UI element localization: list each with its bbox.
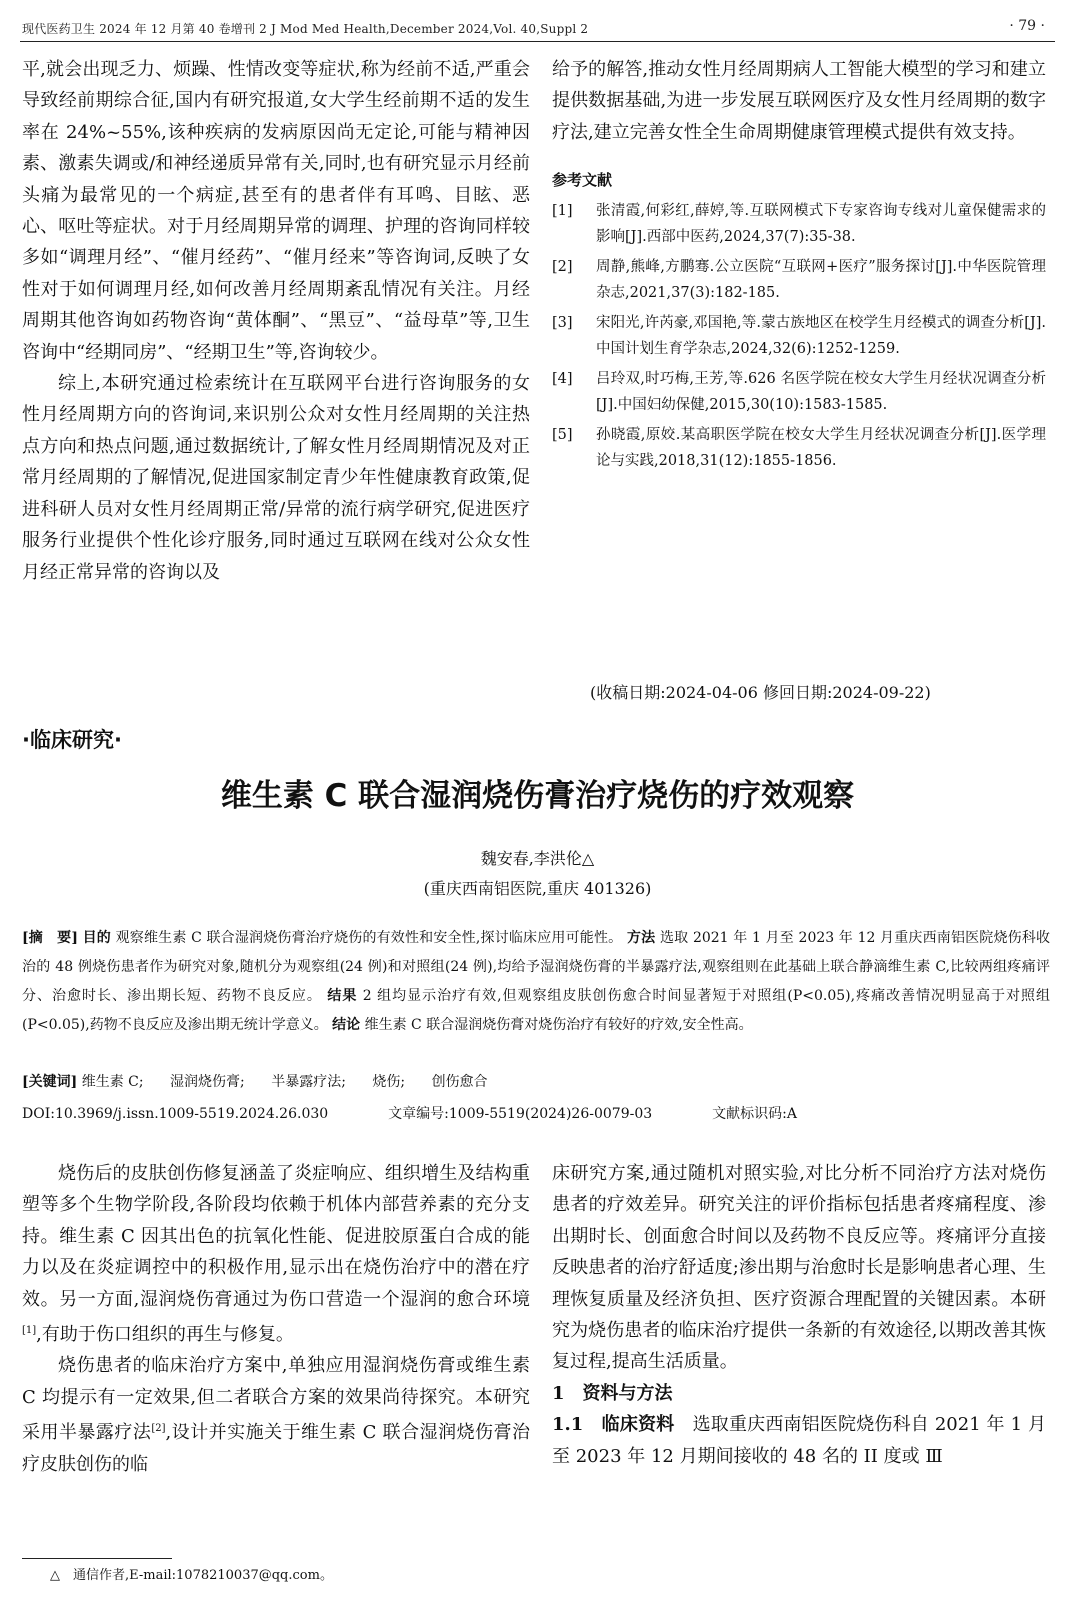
body-text: ,有助于伤口组织的再生与修复。 [36, 1324, 294, 1346]
reference-number: [5] [552, 427, 573, 444]
reference-text: 周静,熊峰,方鹏骞.公立医院“互联网+医疗”服务探讨[J].中华医院管理杂志,2021,37(3):182-185. [596, 259, 1046, 302]
body-text: 烧伤患者的临床治疗方案中,单独应用湿润烧伤膏或维生素 C 均提示有一定效果,但二者联合方案的效果尚待探究。本研究采用半暴露疗法 [22, 1355, 530, 1444]
document-code: 文献标识码:A [712, 1106, 797, 1122]
keyword: 湿润烧伤膏; [170, 1074, 245, 1090]
keyword: 半暴露疗法; [271, 1074, 346, 1090]
reference-item [552, 422, 1046, 474]
body-paragraph-2 [22, 1350, 530, 1480]
reference-item [552, 254, 1046, 306]
reference-number: [2] [552, 259, 573, 276]
doi-line [22, 1102, 1050, 1126]
prev-paragraph-1: 平,就会出现乏力、烦躁、性情改变等症状,称为经前不适,严重会导致经前期综合征,国内有研究报道,女大学生经前期不适的发生率在 24%~55%,该种疾病的发病原因尚无定论,可能与精神因素、激素失调或/和神经递质异常有关,同时,也有研究显示月经前头痛为最常见的一个病症,甚至有的患者伴有耳鸣、目眩、恶心、呕吐等症状。对于月经周期异常的调理、护理的咨询同样较多如“调理月经”、“催月经药”、“催月经来”等咨询词,反映了女性对于如何调理月经,如何改善月经周期紊乱情况有关注。月经周期其他咨询如药物咨询“黄体酮”、“黑豆”、“益母草”等,卫生咨询中“经期同房”、“经期卫生”等,咨询较少。 [22, 59, 530, 363]
section-heading: 1 资料与方法 [552, 1382, 673, 1404]
body-text: 烧伤后的皮肤创伤修复涵盖了炎症响应、组织增生及结构重塑等多个生物学阶段,各阶段均依赖于机体内部营养素的充分支持。维生素 C 因其出色的抗氧化性能、促进胶原蛋白合成的能力以及在炎症调控中的积极作用,显示出在烧伤治疗中的潜在疗效。另一方面,湿润烧伤膏通过为伤口营造一个湿润的愈合环境 [22, 1163, 530, 1310]
keywords-label: [关键词] [22, 1074, 78, 1090]
keyword: 维生素 C; [81, 1074, 144, 1090]
reference-number: [1] [552, 203, 573, 220]
reference-text: 吕玲双,时巧梅,王芳,等.626 名医学院在校女大学生月经状况调查分析[J].中国妇幼保健,2015,30(10):1583-1585. [596, 371, 1046, 414]
authors: 魏安春,李洪伦△ [480, 849, 595, 868]
references-heading: 参考文献 [552, 171, 613, 190]
footnote: △ 通信作者,E-mail:1078210037@qq.com。 [50, 1568, 333, 1583]
body-paragraph-1 [22, 1158, 530, 1350]
header-rule [20, 41, 1055, 42]
abstract [22, 924, 1050, 1040]
abstract-method: 选取 2021 年 1 月至 2023 年 12 月重庆西南铝医院烧伤科收治的 48 例烧伤患者作为研究对象,随机分为观察组(24 例)和对照组(24 例),均给予湿润烧伤膏的半暴露疗法,观察组则在此基础上联合静滴维生素 C,比较两组疼痛评分、治愈时长、渗出期长短、药物不良反应。 [22, 930, 1051, 1004]
reference-text: 张清霞,何彩红,薛婷,等.互联网模式下专家咨询专线对儿童保健需求的影响[J].西部中医药,2024,37(7):35-38. [596, 203, 1046, 246]
affiliation: (重庆西南铝医院,重庆 401326) [423, 879, 652, 898]
abstract-conclusion: 维生素 C 联合湿润烧伤膏对烧伤治疗有较好的疗效,安全性高。 [364, 1017, 753, 1033]
citation: [1] [22, 1325, 37, 1337]
body-paragraph-3: 床研究方案,通过随机对照实验,对比分析不同治疗方法对烧伤患者的疗效差异。研究关注的评价指标包括患者疼痛程度、渗出期时长、创面愈合时间以及药物不良反应等。疼痛评分直接反映患者的治疗舒适度;渗出期与治愈时长是影响患者心理、生理恢复质量及经济负担、医疗资源合理配置的关键因素。本研究为烧伤患者的临床治疗提供一条新的有效途径,以期改善其恢复过程,提高生活质量。 [552, 1163, 1046, 1373]
section-label: ·临床研究· [22, 728, 122, 752]
reference-text: 宋阳光,许芮豪,邓国艳,等.蒙古族地区在校学生月经模式的调查分析[J].中国计划生育学杂志,2024,32(6):1252-1259. [596, 315, 1046, 358]
reference-item [552, 198, 1046, 250]
running-header: 现代医药卫生 2024 年 12 月第 40 卷增刊 2 J Mod Med Health,December 2024,Vol. 40,Suppl 2 [22, 22, 589, 36]
prev-paragraph-3: 给予的解答,推动女性月经周期病人工智能大模型的学习和建立提供数据基础,为进一步发展互联网医疗及女性月经周期的数字疗法,建立完善女性全生命周期健康管理模式提供有效支持。 [552, 59, 1046, 143]
reference-number: [4] [552, 371, 573, 388]
keywords [22, 1070, 1050, 1094]
article-number: 文章编号:1009-5519(2024)26-0079-03 [388, 1106, 653, 1122]
received-dates: (收稿日期:2024-04-06 修回日期:2024-09-22) [590, 683, 931, 702]
citation: [2] [151, 1423, 166, 1435]
footnote-rule [22, 1558, 172, 1559]
article-right-column [552, 1158, 1046, 1472]
body-text: ,设计并实施关于维生素 C 联合湿润烧伤膏治疗皮肤创伤的临 [22, 1422, 530, 1475]
reference-list [552, 198, 1046, 474]
prev-article-left-column [22, 54, 530, 588]
abstract-label: [摘 要] [22, 930, 78, 946]
prev-paragraph-2: 综上,本研究通过检索统计在互联网平台进行咨询服务的女性月经周期方向的咨询词,来识别公众对女性月经周期的关注热点方向和热点问题,通过数据统计,了解女性月经周期情况及对正常月经周期的了解情况,促进国家制定青少年性健康教育政策,促进科研人员对女性月经周期正常/异常的流行病学研究,促进医疗服务行业提供个性化诊疗服务,同时通过互联网在线对公众女性月经正常异常的咨询以及 [22, 373, 530, 583]
keyword: 烧伤; [372, 1074, 406, 1090]
abstract-conclusion-label: 结论 [332, 1017, 361, 1033]
body-text: 选取重庆西南铝医院烧伤科自 2021 年 1 月至 2023 年 12 月期间接收的 48 名的 II 度或 Ⅲ [552, 1414, 1046, 1467]
reference-number: [3] [552, 315, 573, 332]
reference-text: 孙晓霞,原姣.某高职医学院在校女大学生月经状况调查分析[J].医学理论与实践,2018,31(12):1855-1856. [596, 427, 1046, 470]
subsection-heading: 1.1 临床资料 [552, 1414, 675, 1436]
doi: DOI:10.3969/j.issn.1009-5519.2024.26.030 [22, 1106, 329, 1122]
reference-item [552, 310, 1046, 362]
abstract-method-label: 方法 [626, 930, 656, 946]
reference-item [552, 366, 1046, 418]
page-number: · 79 · [1009, 18, 1045, 34]
abstract-result-label: 结果 [327, 988, 358, 1004]
abstract-objective: 观察维生素 C 联合湿润烧伤膏治疗烧伤的有效性和安全性,探讨临床应用可能性。 [115, 930, 623, 946]
prev-article-right-column [552, 54, 1046, 478]
article-title: 维生素 C 联合湿润烧伤膏治疗烧伤的疗效观察 [220, 778, 855, 814]
keyword: 创伤愈合 [431, 1074, 488, 1090]
article-left-column [22, 1158, 530, 1480]
subsection-paragraph [552, 1409, 1046, 1472]
abstract-result: 2 组均显示治疗有效,但观察组皮肤创伤愈合时间显著短于对照组(P<0.05),疼痛改善情况明显高于对照组(P<0.05),药物不良反应及渗出期无统计学意义。 [22, 988, 1051, 1033]
abstract-objective-label: 目的 [82, 930, 111, 946]
